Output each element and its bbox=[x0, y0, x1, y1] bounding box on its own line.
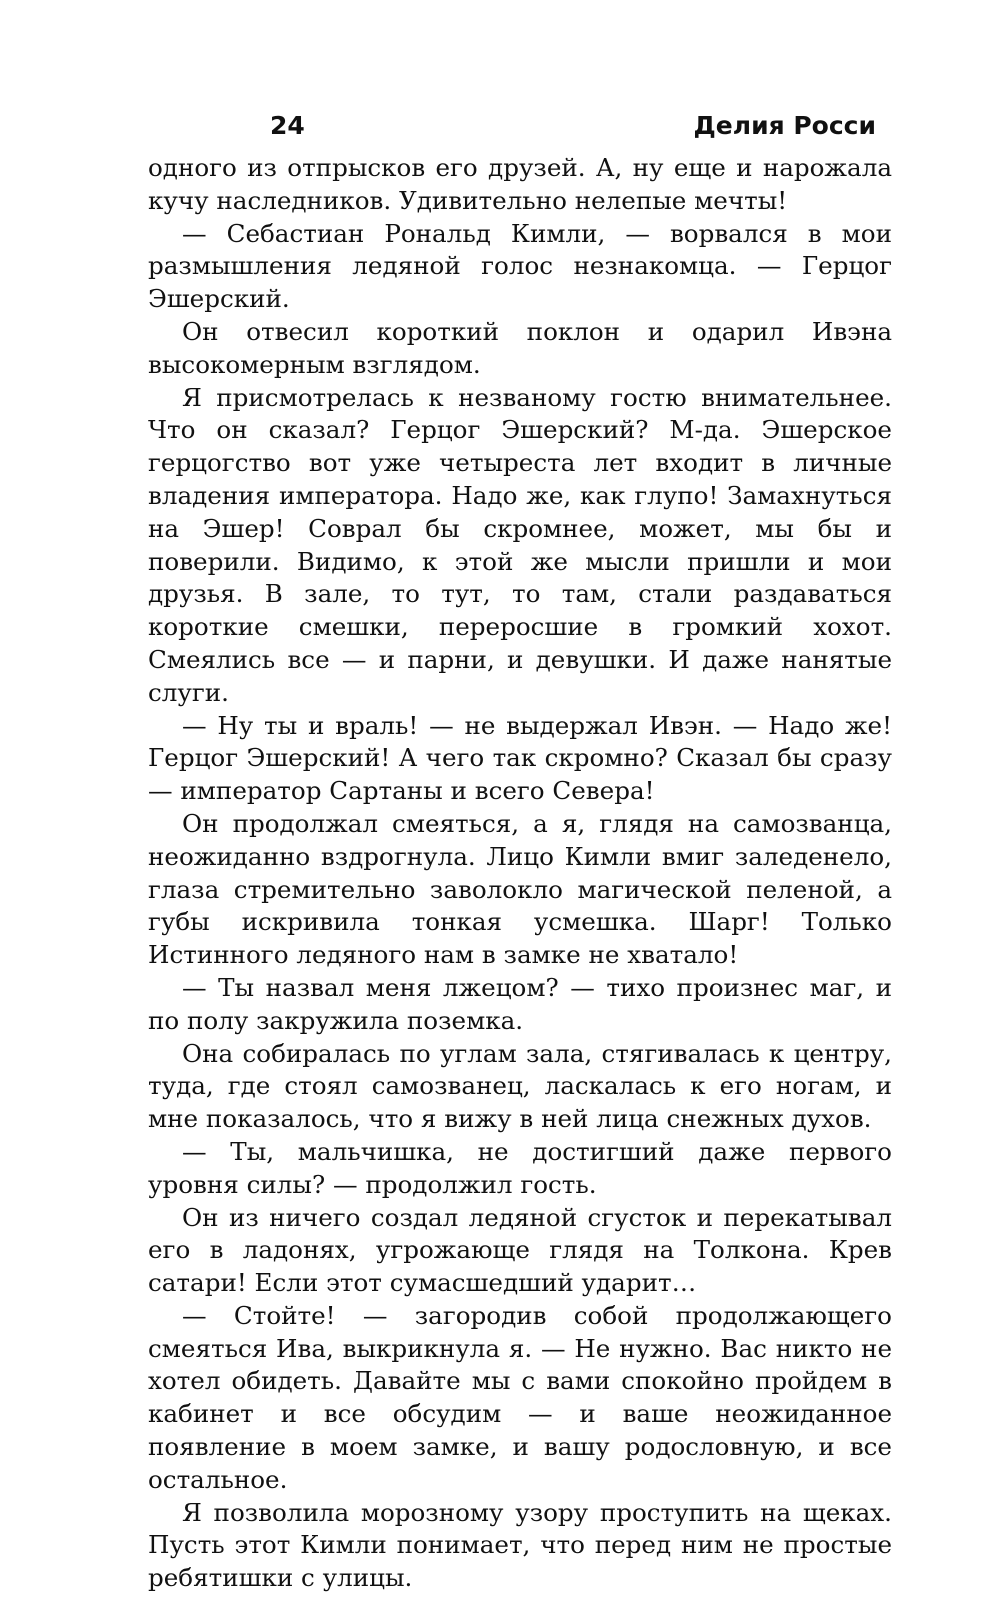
paragraph: Я позволила морозному узору проступить на щеках. Пусть этот Кимли понимает, что перед ним не простые ребятишки с улицы. bbox=[148, 1497, 892, 1593]
paragraph: Я присмотрелась к незваному гостю внимательнее. Что он сказал? Герцог Эшерский? М-да. Эшерское герцогство вот уже четыреста лет входит в личные владения императора. Надо же, как глупо! Замахнуться на Эшер! Соврал бы скромнее, может, мы бы и поверили. Видимо, к этой же мысли пришли и мои друзья. В зале, то тут, то там, стали раздаваться короткие смешки, переросшие в громкий хохот. Смеялись все — и парни, и девушки. И даже нанятые слуги. bbox=[148, 382, 892, 707]
paragraph: — Ты, мальчишка, не достигший даже первого уровня силы? — продолжил гость. bbox=[148, 1136, 892, 1199]
book-page bbox=[148, 108, 892, 1595]
paragraph: одного из отпрысков его друзей. А, ну еще и нарожала кучу наследников. Удивительно нелепые мечты! bbox=[148, 153, 892, 215]
paragraph: Она собиралась по углам зала, стягивалась к центру, туда, где стоял самозванец, ласкалась к его ногам, и мне показалось, что я вижу в ней лица снежных духов. bbox=[148, 1038, 892, 1134]
paragraph: Он отвесил короткий поклон и одарил Ивэна высокомерным взглядом. bbox=[148, 316, 892, 379]
paragraph: — Себастиан Рональд Кимли, — ворвался в мои размышления ледяной голос незнакомца. — Герцог Эшерский. bbox=[148, 218, 892, 314]
paragraph: — Стойте! — загородив собой продолжающего смеяться Ива, выкрикнула я. — Не нужно. Вас никто не хотел обидеть. Давайте мы с вами спокойно пройдем в кабинет и все обсудим — и ваше неожиданное появление в моем замке, и вашу родословную, и все остальное. bbox=[148, 1300, 892, 1494]
running-head bbox=[148, 108, 892, 144]
paragraph: — Ты назвал меня лжецом? — тихо произнес маг, и по полу закружила поземка. bbox=[148, 972, 892, 1035]
body-text bbox=[148, 152, 892, 1595]
page-number: 24 bbox=[270, 111, 305, 140]
paragraph: Он из ничего создал ледяной сгусток и перекатывал его в ладонях, угрожающе глядя на Толкона. Крев сатари! Если этот сумасшедший ударит… bbox=[148, 1202, 892, 1298]
author-name: Делия Росси bbox=[693, 111, 876, 140]
paragraph: Он продолжал смеяться, а я, глядя на самозванца, неожиданно вздрогнула. Лицо Кимли вмиг заледенело, глаза стремительно заволокло магической пеленой, а губы искривила тонкая усмешка. Шарг! Только Истинного ледяного нам в замке не хватало! bbox=[148, 808, 892, 970]
paragraph: — Ну ты и враль! — не выдержал Ивэн. — Надо же! Герцог Эшерский! А чего так скромно? Сказал бы сразу — император Сартаны и всего Севера! bbox=[148, 710, 892, 806]
